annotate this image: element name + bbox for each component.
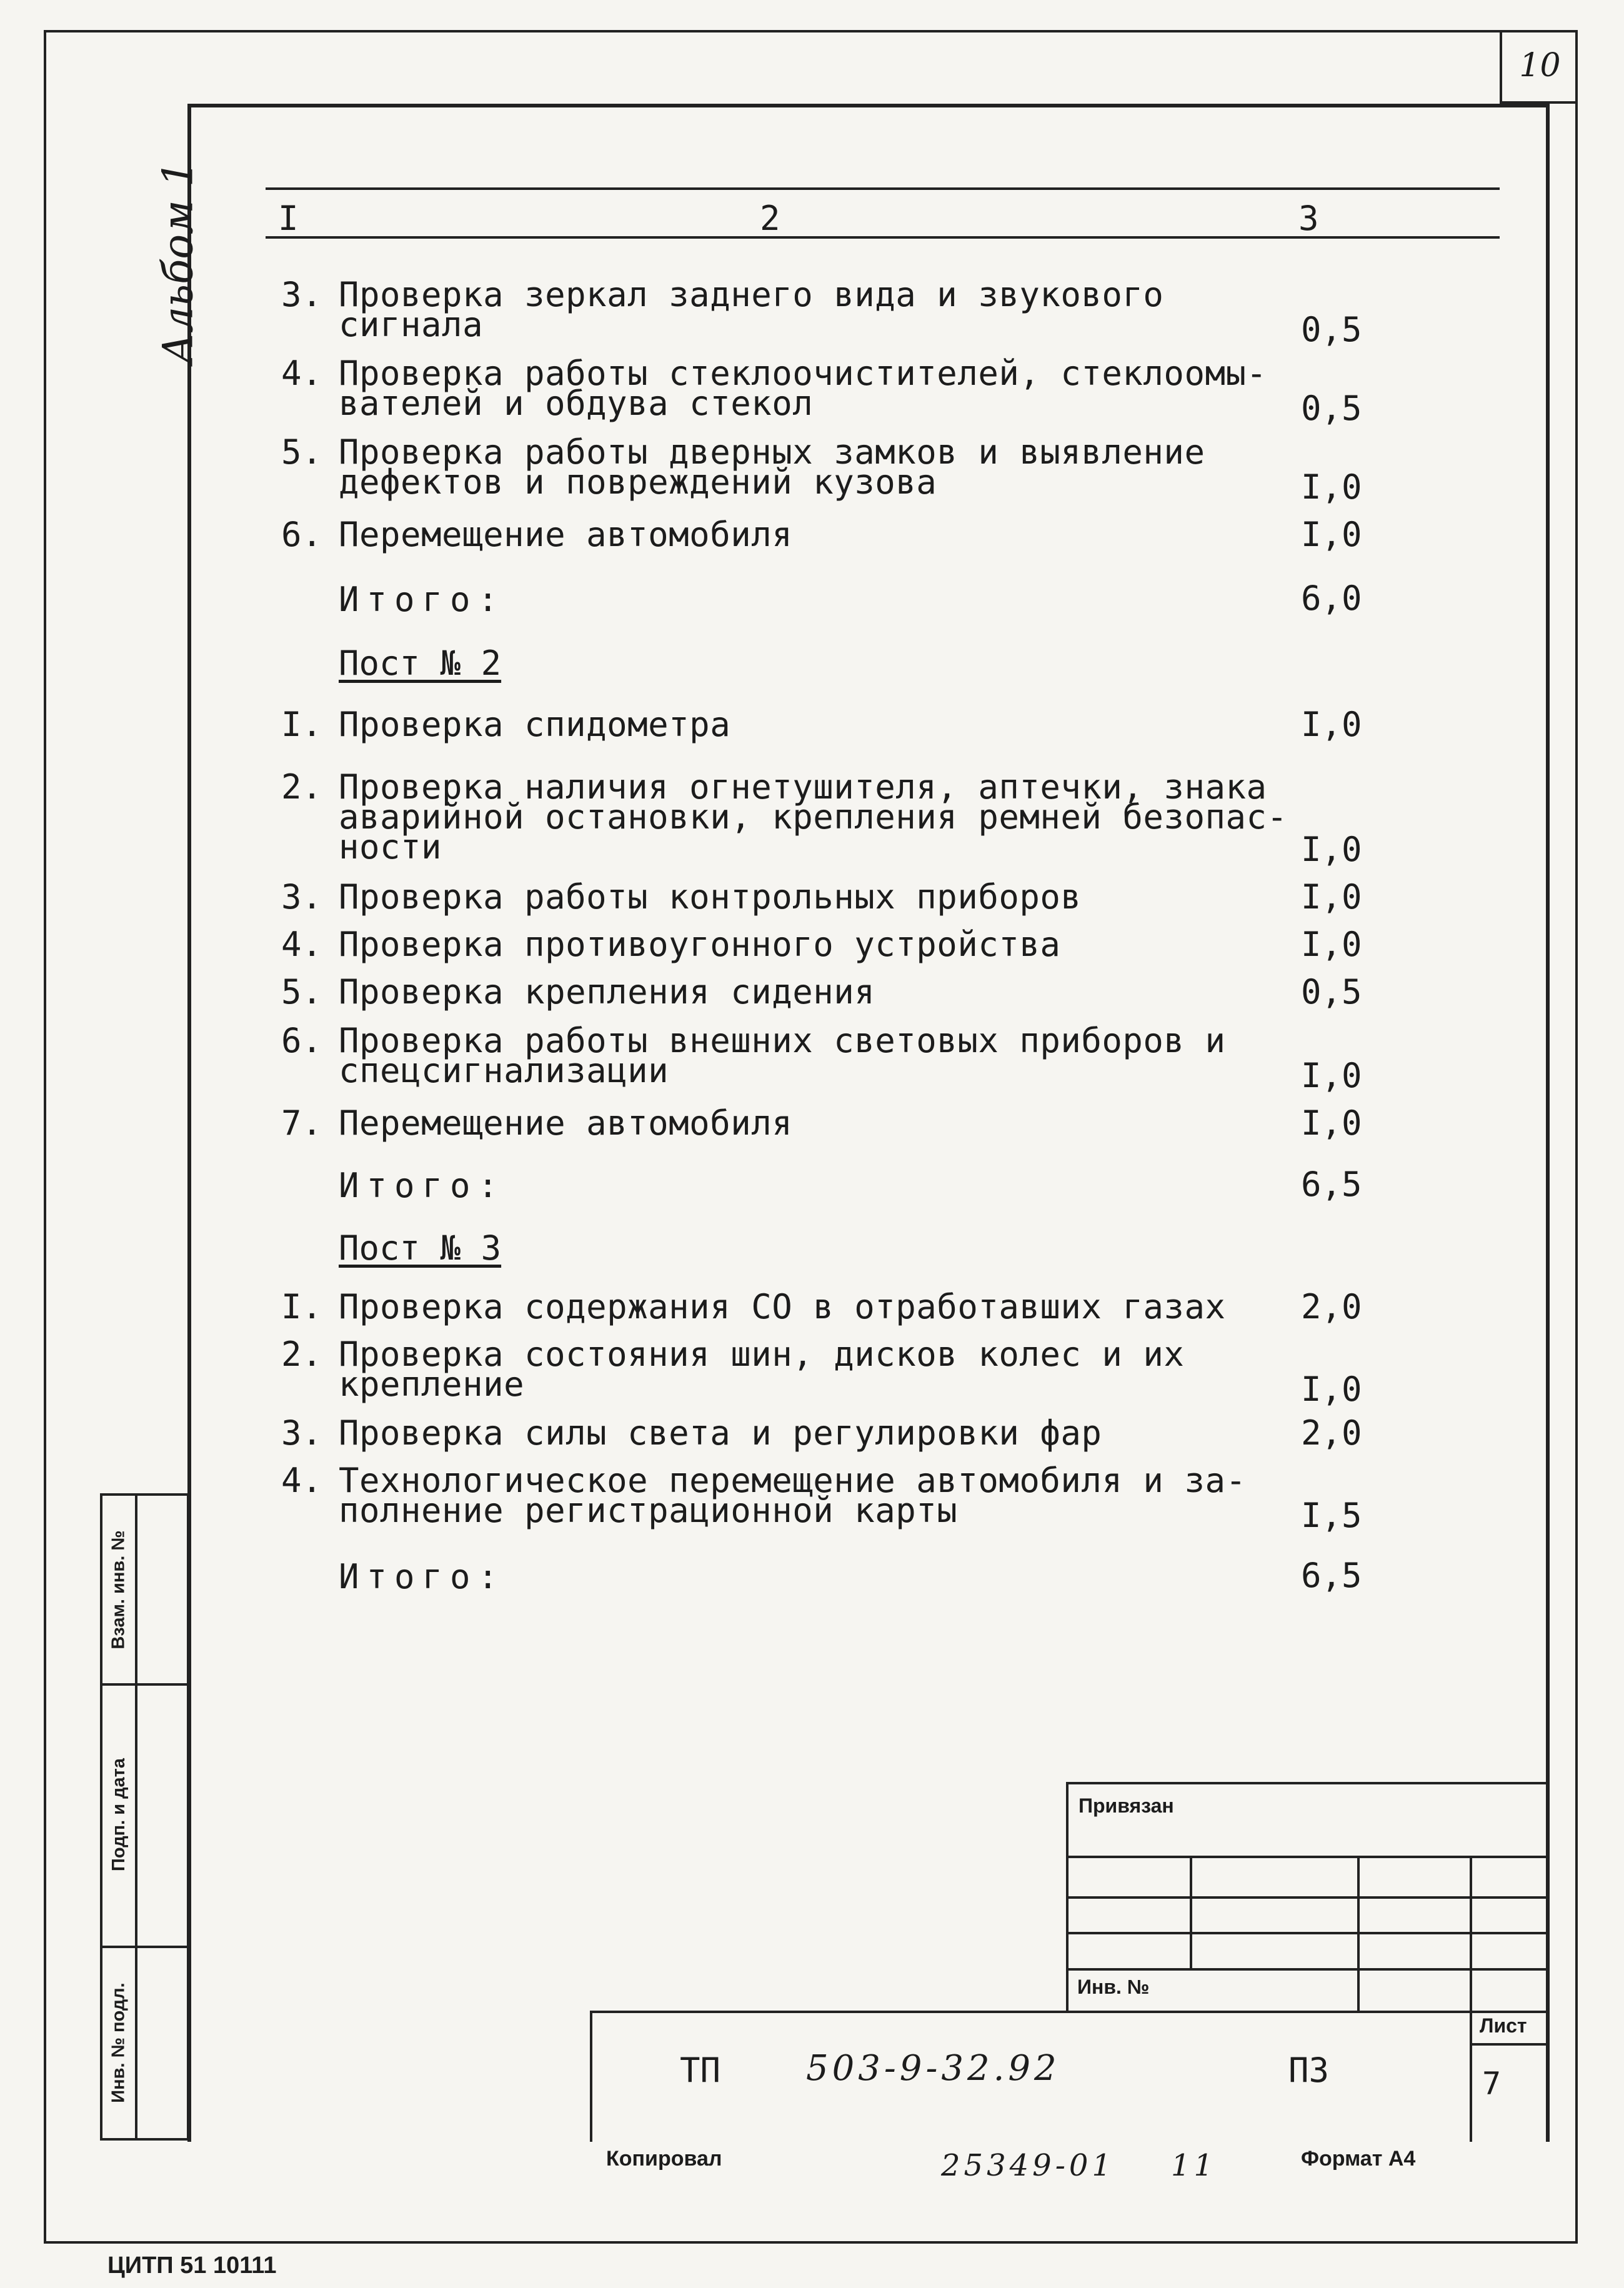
list-item-text: Проверка спидометра xyxy=(339,705,731,744)
list-item-text: Перемещение автомобиля xyxy=(339,515,793,554)
total-value: 6,5 xyxy=(1301,1165,1362,1204)
list-item-number: 3. xyxy=(281,275,323,314)
list-item-text: аварийной остановки, крепления ремней безопас- xyxy=(339,797,1288,837)
list-item-value: I,0 xyxy=(1301,1056,1362,1095)
list-item-text: Проверка противоугонного устройства xyxy=(339,925,1061,964)
header-col-3: 3 xyxy=(1298,199,1319,238)
stamp-divider xyxy=(1470,2011,1472,2142)
stamp-rule xyxy=(1066,1968,1550,1971)
stamp-rule xyxy=(1066,1856,1550,1858)
section-title-post-2: Пост № 2 xyxy=(339,644,502,683)
list-item-number: 3. xyxy=(281,1413,323,1453)
list-item-value: I,0 xyxy=(1301,830,1362,869)
list-item-text: Проверка работы дверных замков и выявление xyxy=(339,432,1205,472)
list-item-text: Проверка силы света и регулировки фар xyxy=(339,1413,1102,1453)
header-col-1: I xyxy=(278,199,299,238)
list-item-number: 4. xyxy=(281,925,323,964)
stamp-divider xyxy=(1357,1856,1360,2013)
list-item-value: I,0 xyxy=(1301,705,1362,744)
copied-label: Копировал xyxy=(606,2147,722,2171)
stamp-divider xyxy=(1190,1856,1192,1968)
list-item-text: Проверка наличия огнетушителя, аптечки, знака xyxy=(339,767,1267,807)
header-top-rule xyxy=(266,187,1500,190)
list-item-number: 5. xyxy=(281,432,323,472)
list-item-number: 7. xyxy=(281,1103,323,1143)
list-item-number: 6. xyxy=(281,515,323,554)
list-item-text: ности xyxy=(339,827,442,867)
list-item-text: крепление xyxy=(339,1365,525,1404)
list-item-value: I,0 xyxy=(1301,515,1362,554)
document-stamp xyxy=(590,2011,1550,2142)
list-item-value: I,0 xyxy=(1301,1370,1362,1409)
list-item-text: Проверка состояния шин, дисков колес и их xyxy=(339,1335,1185,1374)
list-item-text: полнение регистрационной карты xyxy=(339,1491,958,1530)
list-item-number: 3. xyxy=(281,877,323,917)
list-item-text: Проверка работы контрольных приборов xyxy=(339,877,1082,917)
stamp-rule xyxy=(1066,1932,1550,1934)
stamp-rule xyxy=(1470,2043,1550,2046)
list-item-text: спецсигнализации xyxy=(339,1051,669,1090)
total-label: Итого: xyxy=(339,580,506,619)
order-number: 25349-01 xyxy=(941,2148,1115,2183)
sheet-corner-number: 10 xyxy=(1500,30,1578,104)
list-item-number: 2. xyxy=(281,1335,323,1374)
list-item-text: Проверка работы стеклоочистителей, стеклоомы- xyxy=(339,354,1267,393)
document-code: 503-9-32.92 xyxy=(806,2048,1060,2089)
list-label: Лист xyxy=(1480,2014,1527,2037)
list-item-text: Проверка крепления сидения xyxy=(339,972,875,1012)
total-label: Итого: xyxy=(339,1166,506,1205)
album-label: Альбом 1 xyxy=(154,161,202,364)
total-value: 6,0 xyxy=(1301,579,1362,618)
side-stamp-vzam: Взам. инв. № xyxy=(108,1529,129,1649)
list-item-value: I,5 xyxy=(1301,1496,1362,1535)
side-stamp-inv: Инв. № подл. xyxy=(108,1982,129,2103)
header-col-2: 2 xyxy=(760,199,780,238)
list-item-value: 2,0 xyxy=(1301,1413,1362,1453)
list-item-number: 4. xyxy=(281,354,323,393)
list-item-text: Проверка содержания СО в отработавших газах xyxy=(339,1287,1226,1326)
list-number: 7 xyxy=(1482,2066,1502,2102)
list-item-value: I,0 xyxy=(1301,1103,1362,1143)
format-label: Формат А4 xyxy=(1301,2147,1416,2171)
header-bottom-rule xyxy=(266,236,1500,239)
pz-label: ПЗ xyxy=(1288,2051,1330,2090)
privyazan-label: Привязан xyxy=(1079,1794,1174,1817)
list-item-value: 2,0 xyxy=(1301,1287,1362,1326)
list-item-number: 4. xyxy=(281,1461,323,1500)
stamp-rule xyxy=(1066,1896,1550,1899)
list-item-number: I. xyxy=(281,1287,323,1326)
inv-no-label: Инв. № xyxy=(1077,1976,1150,1998)
copy-number: 11 xyxy=(1171,2148,1217,2183)
list-item-text: дефектов и повреждений кузова xyxy=(339,462,937,502)
list-item-number: I. xyxy=(281,705,323,744)
list-item-value: I,0 xyxy=(1301,925,1362,964)
list-item-value: 0,5 xyxy=(1301,972,1362,1012)
list-item-value: 0,5 xyxy=(1301,310,1362,349)
list-item-text: вателей и обдува стекол xyxy=(339,384,814,423)
list-item-number: 2. xyxy=(281,767,323,807)
list-item-text: Технологическое перемещение автомобиля и за- xyxy=(339,1461,1247,1500)
bottom-left-stamp: ЦИТП 51 10111 xyxy=(107,2252,277,2279)
list-item-value: 0,5 xyxy=(1301,389,1362,428)
side-stamp-podp: Подп. и дата xyxy=(108,1758,129,1871)
list-item-text: сигнала xyxy=(339,305,484,344)
tp-label: ТП xyxy=(680,2051,721,2090)
section-title-post-3: Пост № 3 xyxy=(339,1228,502,1268)
list-item-value: I,0 xyxy=(1301,467,1362,507)
list-item-text: Перемещение автомобиля xyxy=(339,1103,793,1143)
list-item-number: 5. xyxy=(281,972,323,1012)
list-item-text: Проверка работы внешних световых приборов и xyxy=(339,1021,1226,1060)
list-item-value: I,0 xyxy=(1301,877,1362,917)
list-item-number: 6. xyxy=(281,1021,323,1060)
stamp-divider xyxy=(1470,1856,1472,2013)
list-item-text: Проверка зеркал заднего вида и звукового xyxy=(339,275,1164,314)
total-label: Итого: xyxy=(339,1557,506,1596)
side-stamp xyxy=(100,1493,189,2141)
total-value: 6,5 xyxy=(1301,1556,1362,1595)
